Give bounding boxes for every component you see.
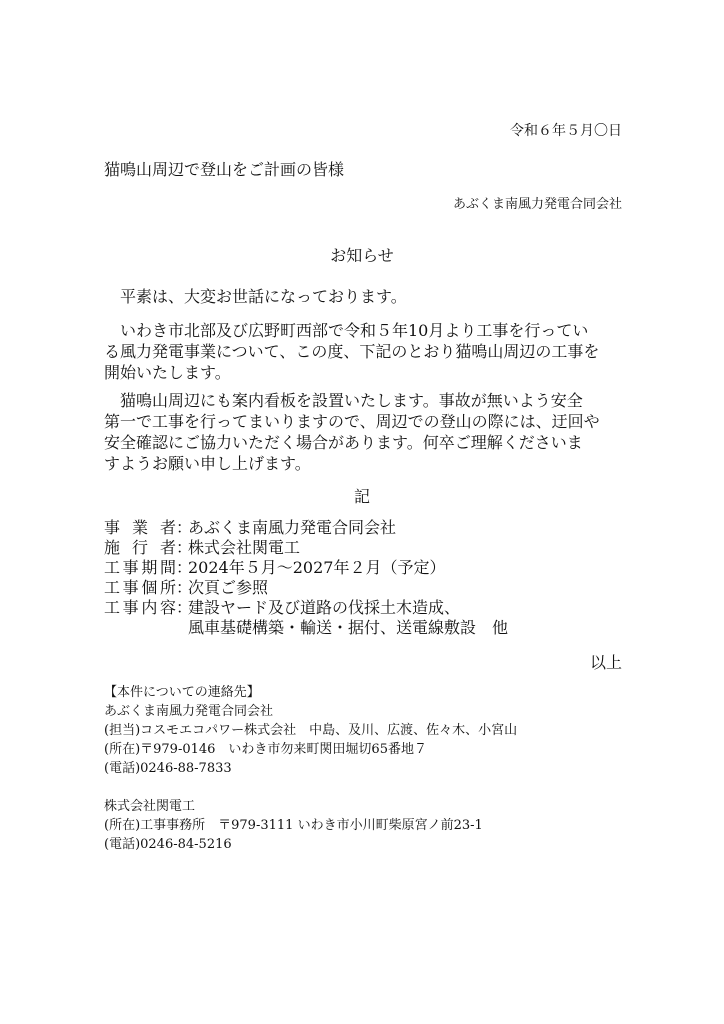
project-details (104, 518, 508, 638)
detail-label: 工事期間 (104, 558, 176, 577)
detail-separator: ： (176, 538, 193, 557)
paragraph-line: いわき市北部及び広野町西部で令和５年10月より工事を行ってい (104, 321, 589, 340)
detail-separator: ： (176, 578, 193, 597)
detail-row-operator (104, 518, 508, 538)
closing-mark: 以上 (589, 653, 622, 672)
detail-row-contractor (104, 538, 508, 558)
detail-separator: ： (176, 558, 193, 577)
detail-row-content (104, 598, 508, 618)
contact-address: (所在)工事事務所 〒979-3111 いわき市小川町柴原宮ノ前23-1 (104, 818, 483, 833)
detail-row-period (104, 558, 508, 578)
paragraph-safety (104, 390, 624, 474)
page-title: お知らせ (330, 246, 394, 265)
paragraph-line: 第一で工事を行ってまいりますので、周辺での登山の際には、迂回や (104, 412, 600, 431)
detail-label: 施行者 (104, 538, 176, 557)
detail-value: あぶくま南風力発電合同会社 (188, 518, 397, 537)
contact-phone: (電話)0246-88-7833 (104, 761, 232, 776)
paragraph-line: 開始いたします。 (104, 363, 231, 382)
detail-value: 建設ヤード及び道路の伐採土木造成、 (188, 598, 461, 617)
paragraph-line: すようお願い申し上げます。 (104, 454, 311, 473)
addressee: 猫鳴山周辺で登山をご計画の皆様 (104, 160, 345, 179)
paragraph-announcement (104, 320, 624, 383)
contact-company-name: あぶくま南風力発電合同会社 (104, 704, 274, 719)
paragraph-line: 猫鳴山周辺にも案内看板を設置いたします。事故が無いよう安全 (104, 391, 583, 410)
detail-value: 株式会社関電工 (188, 538, 301, 557)
detail-label: 工事個所 (104, 578, 176, 597)
detail-label: 事業者 (104, 518, 176, 537)
detail-row-location (104, 578, 508, 598)
detail-value: 2024年５月～2027年２月（予定） (188, 558, 446, 577)
contact-heading: 【本件についての連絡先】 (104, 685, 260, 700)
detail-label: 工事内容 (104, 598, 176, 617)
ki-heading: 記 (353, 487, 370, 506)
contact-spacer (104, 778, 517, 797)
contact-phone: (電話)0246-84-5216 (104, 837, 232, 852)
detail-value: 次頁ご参照 (188, 578, 269, 597)
document-date: 令和６年５月〇日 (510, 123, 622, 139)
contact-address: (所在)〒979-0146 いわき市勿来町関田堀切65番地７ (104, 742, 427, 757)
contact-person: (担当)コスモエコパワー株式会社 中島、及川、広渡、佐々木、小宮山 (104, 723, 518, 738)
paragraph-greeting (104, 286, 624, 307)
detail-separator: ： (176, 598, 193, 617)
paragraph-line: 平素は、大変お世話になっております。 (104, 287, 407, 306)
contact-company-name: 株式会社関電工 (104, 799, 196, 814)
detail-separator: ： (176, 518, 193, 537)
detail-content-continuation: 風車基礎構築・輸送・据付、送電線敷設 他 (188, 618, 509, 637)
paragraph-line: 安全確認にご協力いただく場合があります。何卒ご理解くださいま (104, 433, 583, 452)
paragraph-line: る風力発電事業について、この度、下記のとおり猫鳴山周辺の工事を (104, 342, 600, 361)
sender-company: あぶくま南風力発電合同会社 (452, 197, 622, 212)
contact-info (104, 683, 517, 854)
